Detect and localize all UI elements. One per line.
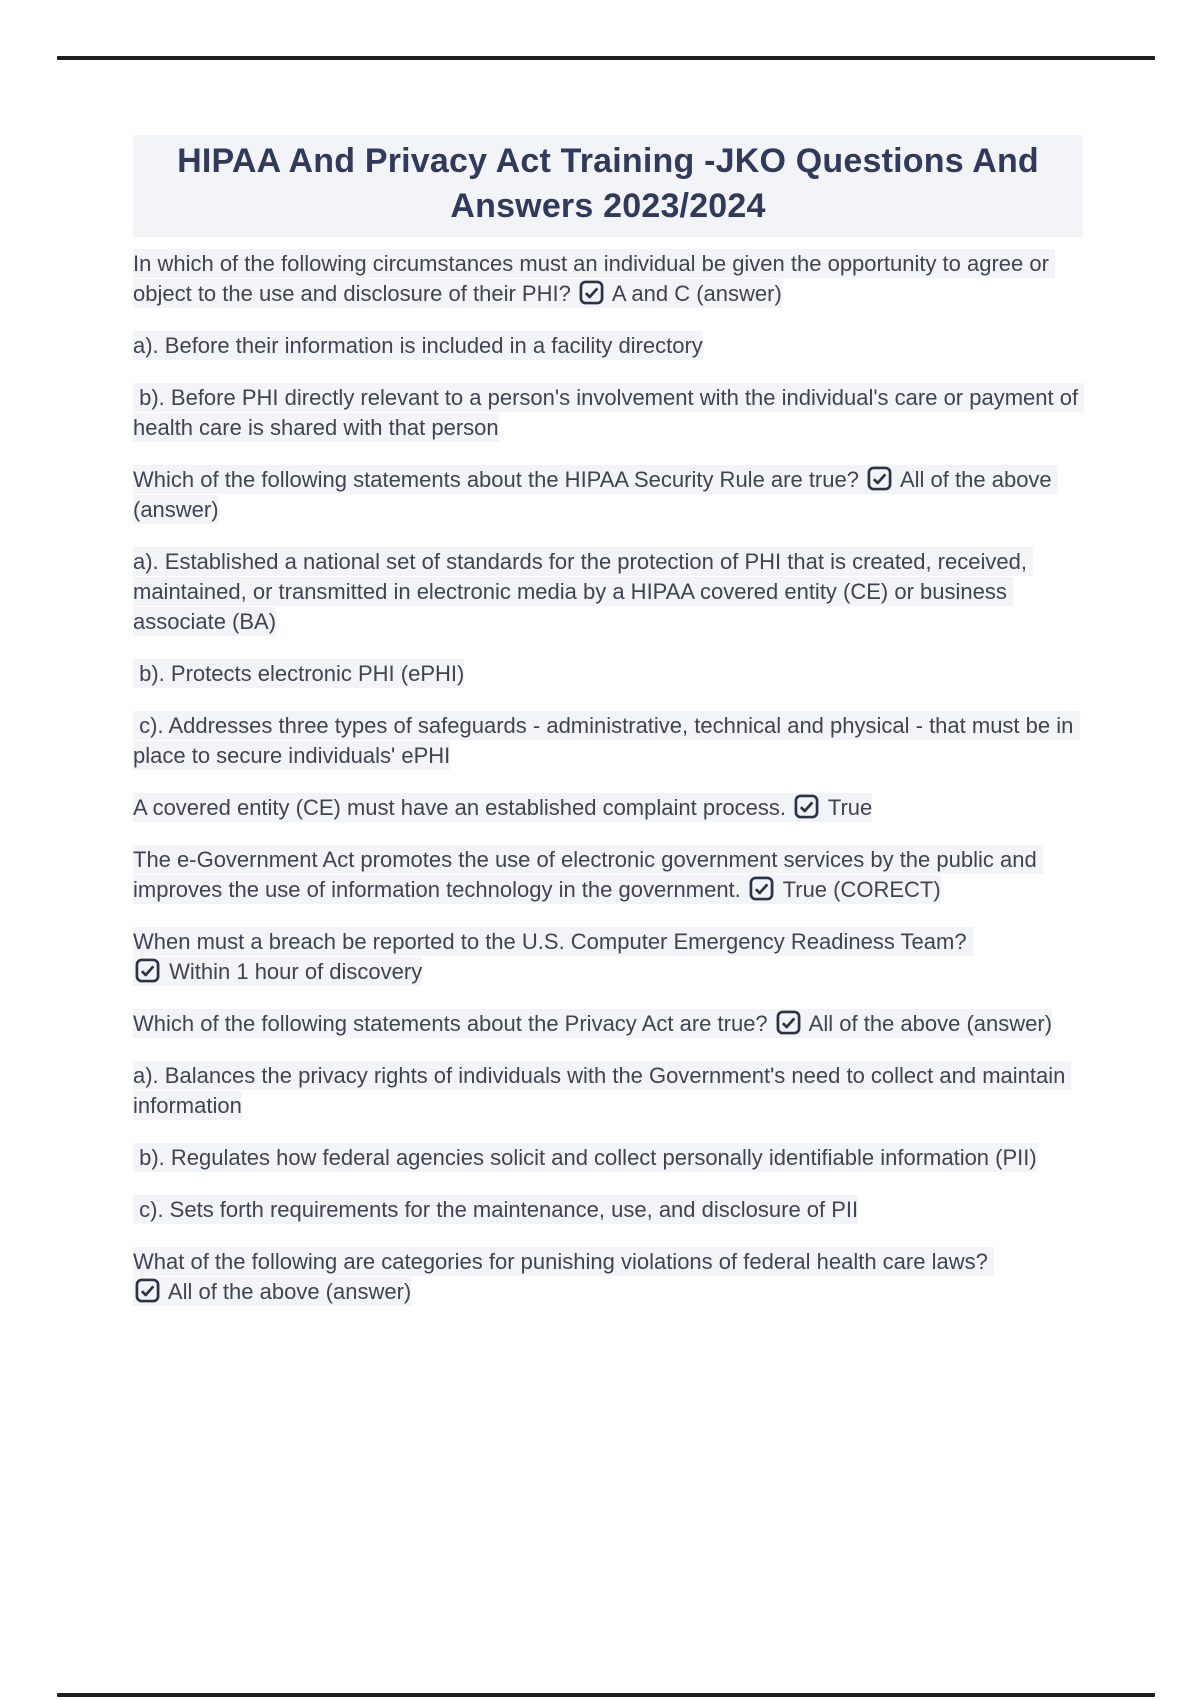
qa-text: a). Established a national set of standards for the protection of PHI that is created, received, maintained, or transmitted in electronic media by a HIPAA covered entity (CE) or business associate (BA) [133, 548, 1034, 634]
checked-checkbox-icon [578, 279, 605, 306]
qa-text: When must a breach be reported to the U.S. Computer Emergency Readiness Team? [133, 928, 973, 954]
qa-paragraph [133, 845, 1083, 905]
answer-label: True [776, 876, 828, 902]
answer-label: All of the above (answer) [163, 1278, 412, 1304]
checked-checkbox-icon [134, 957, 161, 984]
qa-list [133, 249, 1083, 1307]
answer-unit [577, 279, 782, 308]
qa-text: (CORECT) [827, 876, 941, 902]
answer-label: All of the above [803, 1010, 961, 1036]
answer-label: Within 1 hour of discovery [163, 958, 423, 984]
answer-label: True [822, 794, 873, 820]
answer-unit [792, 793, 872, 822]
checked-checkbox-icon [748, 875, 775, 902]
answer-label: A and C (answer) [606, 280, 782, 306]
qa-text: Which of the following statements about the Privacy Act are true? [133, 1010, 774, 1036]
checked-checkbox-icon [775, 1009, 802, 1036]
qa-paragraph [133, 383, 1083, 443]
qa-text: In which of the following circumstances must an individual be given the opportunity to agree or object to the use and disclosure of their PHI? [133, 250, 1056, 306]
checked-checkbox-icon [793, 793, 820, 820]
qa-paragraph [133, 1143, 1083, 1173]
answer-unit [774, 1009, 961, 1038]
qa-text: Which of the following statements about the HIPAA Security Rule are true? [133, 466, 866, 492]
qa-paragraph [133, 1247, 1083, 1307]
checked-checkbox-icon [866, 465, 893, 492]
qa-paragraph [133, 331, 1083, 361]
qa-text: b). Before PHI directly relevant to a person's involvement with the individual's care or payment of health care is shared with that person [133, 384, 1085, 440]
qa-text: The e-Government Act promotes the use of electronic government services by the public and improves the use of information technology in the government. [133, 846, 1043, 902]
qa-paragraph [133, 927, 1083, 987]
qa-paragraph [133, 547, 1083, 637]
qa-paragraph [133, 793, 1083, 823]
answer-unit [133, 1277, 411, 1306]
qa-paragraph [133, 1195, 1083, 1225]
qa-text: a). Balances the privacy rights of individuals with the Government's need to collect and maintain information [133, 1062, 1072, 1118]
document-content [133, 135, 1083, 1329]
qa-text: c). Addresses three types of safeguards - administrative, technical and physical - that must be in place to secure individuals' ePHI [133, 712, 1080, 768]
qa-text: A covered entity (CE) must have an established complaint process. [133, 794, 793, 820]
qa-text: above (answer) [133, 466, 1058, 522]
checked-checkbox-icon [134, 1277, 161, 1304]
answer-unit [747, 875, 827, 904]
qa-paragraph [133, 1061, 1083, 1121]
bottom-rule [57, 1693, 1155, 1697]
answer-label: All of the [895, 466, 986, 492]
answer-unit [865, 465, 986, 494]
qa-text: What of the following are categories for punishing violations of federal health care laws? [133, 1248, 994, 1274]
qa-text: b). Protects electronic PHI (ePHI) [133, 660, 465, 686]
qa-paragraph [133, 249, 1083, 309]
answer-unit [133, 957, 422, 986]
qa-text: a). Before their information is included in a facility directory [133, 332, 703, 358]
qa-paragraph [133, 1009, 1083, 1039]
qa-paragraph [133, 711, 1083, 771]
qa-text: (answer) [960, 1010, 1053, 1036]
page-title: HIPAA And Privacy Act Training -JKO Questions And Answers 2023/2024 [133, 135, 1083, 237]
qa-text: c). Sets forth requirements for the maintenance, use, and disclosure of PII [133, 1196, 859, 1222]
qa-paragraph [133, 659, 1083, 689]
qa-paragraph [133, 465, 1083, 525]
top-rule [57, 56, 1155, 60]
qa-text: b). Regulates how federal agencies solicit and collect personally identifiable information (PII) [133, 1144, 1037, 1170]
